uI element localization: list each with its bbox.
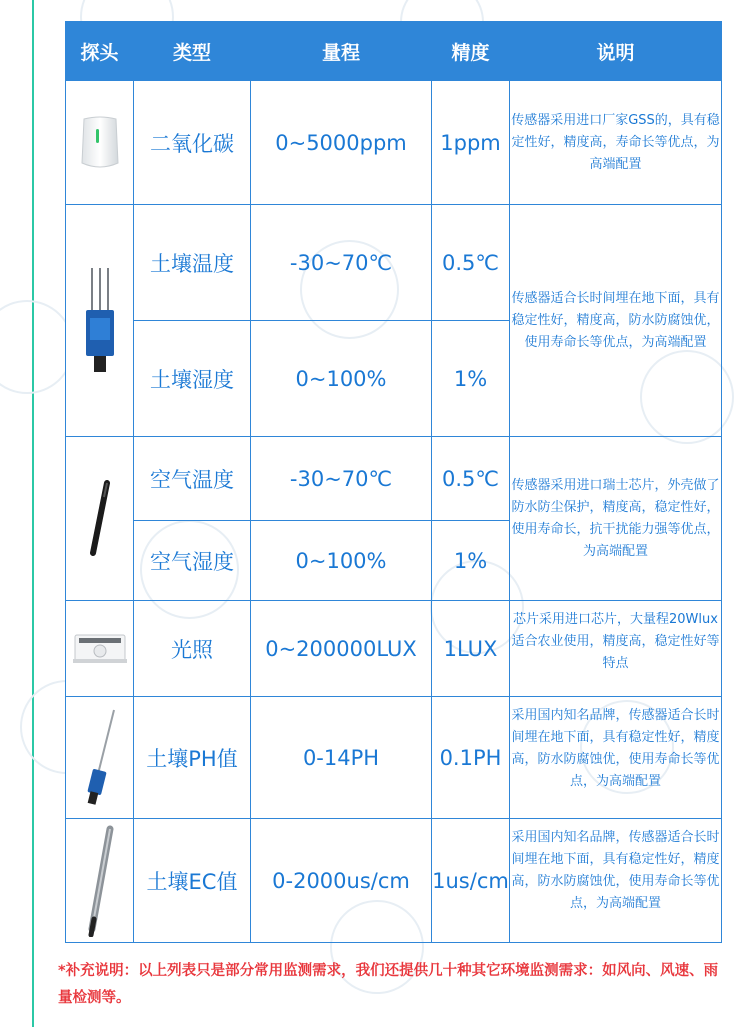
precision-cell: 0.5℃ <box>432 437 510 521</box>
air-temp-humidity-probe-icon <box>85 479 115 559</box>
header-description: 说明 <box>510 22 722 81</box>
type-cell: 土壤EC值 <box>134 819 251 943</box>
range-cell: -30~70℃ <box>251 205 432 321</box>
header-precision: 精度 <box>432 22 510 81</box>
header-probe: 探头 <box>66 22 134 81</box>
precision-cell: 1ppm <box>432 81 510 205</box>
description-cell: 传感器采用进口厂家GSS的，具有稳定性好，精度高，寿命长等优点，为高端配置 <box>510 81 722 205</box>
description-cell: 采用国内知名品牌，传感器适合长时间埋在地下面，具有稳定性好，精度高，防水防腐蚀优，使用寿命长等优点，为高端配置 <box>510 697 722 819</box>
type-cell: 光照 <box>134 601 251 697</box>
type-cell: 土壤温度 <box>134 205 251 321</box>
range-cell: 0~5000ppm <box>251 81 432 205</box>
range-cell: 0~200000LUX <box>251 601 432 697</box>
type-cell: 土壤PH值 <box>134 697 251 819</box>
range-cell: -30~70℃ <box>251 437 432 521</box>
co2-sensor-icon <box>78 115 122 171</box>
probe-cell <box>66 205 134 437</box>
type-cell: 二氧化碳 <box>134 81 251 205</box>
table-row <box>66 437 722 521</box>
left-accent-rule <box>32 0 34 1027</box>
light-sensor-box-icon <box>73 629 127 669</box>
soil-temp-humidity-probe-icon <box>82 266 118 376</box>
soil-ec-probe-icon <box>82 825 118 937</box>
soil-ph-probe-icon <box>80 708 120 808</box>
type-cell: 空气湿度 <box>134 521 251 601</box>
probe-cell <box>66 819 134 943</box>
probe-cell <box>66 437 134 601</box>
table-row <box>66 697 722 819</box>
supplementary-note: *补充说明：以上列表只是部分常用监测需求，我们还提供几十种其它环境监测需求：如风向、风速、雨量检测等。 <box>58 963 719 1006</box>
description-cell: 芯片采用进口芯片，大量程20Wlux适合农业使用，精度高，稳定性好等特点 <box>510 601 722 697</box>
type-cell: 土壤湿度 <box>134 321 251 437</box>
header-range: 量程 <box>251 22 432 81</box>
table-row <box>66 601 722 697</box>
precision-cell: 1us/cm <box>432 819 510 943</box>
type-cell: 空气温度 <box>134 437 251 521</box>
range-cell: 0~100% <box>251 321 432 437</box>
description-cell: 采用国内知名品牌，传感器适合长时间埋在地下面，具有稳定性好，精度高，防水防腐蚀优，使用寿命长等优点，为高端配置 <box>510 819 722 943</box>
probe-cell <box>66 601 134 697</box>
header-type: 类型 <box>134 22 251 81</box>
range-cell: 0-2000us/cm <box>251 819 432 943</box>
table-row <box>66 205 722 321</box>
table-row <box>66 819 722 943</box>
range-cell: 0-14PH <box>251 697 432 819</box>
sensor-spec-table <box>65 21 722 943</box>
precision-cell: 1% <box>432 321 510 437</box>
precision-cell: 1% <box>432 521 510 601</box>
description-cell: 传感器适合长时间埋在地下面，具有稳定性好，精度高，防水防腐蚀优，使用寿命长等优点，为高端配置 <box>510 205 722 437</box>
precision-cell: 1LUX <box>432 601 510 697</box>
watermark-ring <box>0 300 74 394</box>
precision-cell: 0.1PH <box>432 697 510 819</box>
probe-cell <box>66 81 134 205</box>
description-cell: 传感器采用进口瑞士芯片，外壳做了防水防尘保护，精度高，稳定性好，使用寿命长，抗干扰能力强等优点，为高端配置 <box>510 437 722 601</box>
range-cell: 0~100% <box>251 521 432 601</box>
table-header-row <box>66 22 722 81</box>
precision-cell: 0.5℃ <box>432 205 510 321</box>
probe-cell <box>66 697 134 819</box>
table-row <box>66 81 722 205</box>
